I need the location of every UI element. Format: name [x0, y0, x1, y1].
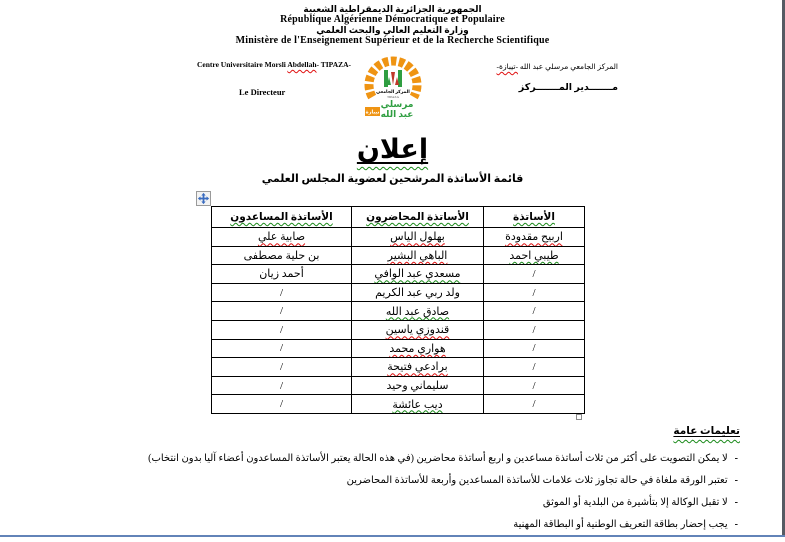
- org-name-fr: [197, 60, 367, 69]
- org-name-ar-misspelled: -تيبازة-: [496, 62, 518, 71]
- table-cell[interactable]: قندوزي ياسين: [352, 320, 484, 339]
- column-header[interactable]: الأساتذة المساعدون: [212, 207, 352, 228]
- note-item: - لا تقبل الوكالة إلا بتأشيرة من البلدية أو الموثق: [40, 492, 740, 514]
- table-cell[interactable]: /: [212, 376, 352, 395]
- header-republic-fr: République Algérienne Démocratique et Populaire: [280, 14, 505, 25]
- table-cell[interactable]: برادعي فتيحة: [352, 358, 484, 377]
- note-item: - تعتبر الورقة ملغاة في حالة تجاوز ثلاث علامات للأساتذة المساعدين وأربعة للأساتذة المحاضرين: [40, 470, 740, 492]
- table-header-row: [212, 207, 585, 228]
- table-resize-handle[interactable]: [576, 414, 582, 420]
- table-cell[interactable]: /: [484, 339, 585, 358]
- table-row: [212, 395, 585, 414]
- table-cell[interactable]: الباهي البشير: [352, 246, 484, 265]
- table-row: [212, 265, 585, 284]
- table-cell[interactable]: /: [484, 302, 585, 321]
- table-cell[interactable]: طيبي احمد: [484, 246, 585, 265]
- table-cell[interactable]: صادق عبد الله: [352, 302, 484, 321]
- letterhead-left: [197, 60, 367, 97]
- table-cell[interactable]: ولد ربي عبد الكريم: [352, 283, 484, 302]
- table-row: [212, 376, 585, 395]
- announcement-block: [0, 134, 785, 185]
- table-cell[interactable]: /: [484, 358, 585, 377]
- note-item: - لا يمكن التصويت على أكثر من ثلاث أساتذة مساعدين و اربع أساتذة محاضرين (في هذه الحالة يعتبر الأساتذة المساعدون أعضاء آليا بدون انتخاب): [40, 448, 740, 470]
- table-cell[interactable]: صابية علي: [212, 228, 352, 247]
- table-cell[interactable]: /: [212, 395, 352, 414]
- instructions-list: [40, 448, 740, 536]
- table-cell[interactable]: /: [484, 320, 585, 339]
- announcement-title-text: إعلان: [356, 134, 429, 164]
- director-label-fr: Le Directeur: [239, 87, 286, 97]
- table-cell[interactable]: /: [212, 320, 352, 339]
- svg-text:TIPAZA: TIPAZA: [386, 95, 400, 99]
- general-instructions: [40, 421, 740, 536]
- instructions-heading: [673, 425, 740, 437]
- table-cell[interactable]: /: [484, 395, 585, 414]
- table-move-handle[interactable]: [196, 191, 211, 206]
- table-cell[interactable]: /: [212, 339, 352, 358]
- director-label-ar: مـــــــدير المـــــــركز: [518, 83, 618, 93]
- table-row: [212, 339, 585, 358]
- table-cell[interactable]: /: [484, 283, 585, 302]
- table-row: [212, 358, 585, 377]
- table-row: [212, 302, 585, 321]
- table-row: [212, 320, 585, 339]
- table-row: [212, 228, 585, 247]
- university-logo: [351, 55, 435, 121]
- table-cell[interactable]: /: [212, 358, 352, 377]
- instructions-heading-text: تعليمات عامة: [673, 426, 740, 437]
- header-ministry-fr: Ministère de l'Enseignement Supérieur et de la Recherche Scientifique: [235, 35, 550, 46]
- org-name-ar: [448, 62, 618, 71]
- table-cell[interactable]: ديب عائشة: [352, 395, 484, 414]
- table-cell[interactable]: /: [212, 302, 352, 321]
- table-cell[interactable]: مسعدي عبد الوافي: [352, 265, 484, 284]
- svg-text:المركز الجامعي: المركز الجامعي: [376, 89, 410, 94]
- column-header[interactable]: الأساتذة المحاضرون: [352, 207, 484, 228]
- header-ministry-ar: وزارة التعليم العالي والبحث العلمي: [316, 25, 469, 35]
- announcement-subtitle: قائمة الأساتذة المرشحين لعضوية المجلس العلمي: [261, 173, 524, 185]
- announcement-title: [349, 134, 436, 165]
- note-item: - يجب إحضار بطاقة التعريف الوطنية أو البطاقة المهنية: [40, 514, 740, 536]
- header-republic-ar: الجمهورية الجزائرية الديمقراطية الشعبية: [303, 4, 482, 14]
- table-cell[interactable]: اربيح مقدودة: [484, 228, 585, 247]
- org-name-fr-misspelled: Abdellah: [287, 60, 317, 69]
- university-logo-icon: [351, 55, 435, 121]
- table-row: [212, 283, 585, 302]
- svg-text:مرسلي: مرسلي: [380, 99, 414, 109]
- table-cell[interactable]: بن حلية مصطفى: [212, 246, 352, 265]
- org-name-ar-prefix: المركز الجامعي مرسلي عبد الله: [517, 62, 618, 71]
- table-cell[interactable]: سليماني وحيد: [352, 376, 484, 395]
- table-cell[interactable]: /: [484, 265, 585, 284]
- table-cell[interactable]: /: [484, 376, 585, 395]
- svg-text:عبد الله: عبد الله: [380, 109, 414, 119]
- svg-text:تيبازة: تيبازة: [365, 110, 380, 116]
- org-name-fr-prefix: Centre Universitaire Morsli: [197, 60, 288, 69]
- government-header: [0, 4, 785, 46]
- move-cross-icon: [197, 192, 210, 205]
- table-cell[interactable]: /: [212, 283, 352, 302]
- table-cell[interactable]: أحمد زيان: [212, 265, 352, 284]
- table-cell[interactable]: بهلول الياس: [352, 228, 484, 247]
- column-header[interactable]: الأساتذة: [484, 207, 585, 228]
- table-cell[interactable]: هواري محمد: [352, 339, 484, 358]
- table-row: [212, 246, 585, 265]
- org-name-fr-suffix: - TIPAZA-: [316, 60, 352, 69]
- letterhead-right: [448, 62, 618, 93]
- candidates-table: [211, 206, 585, 414]
